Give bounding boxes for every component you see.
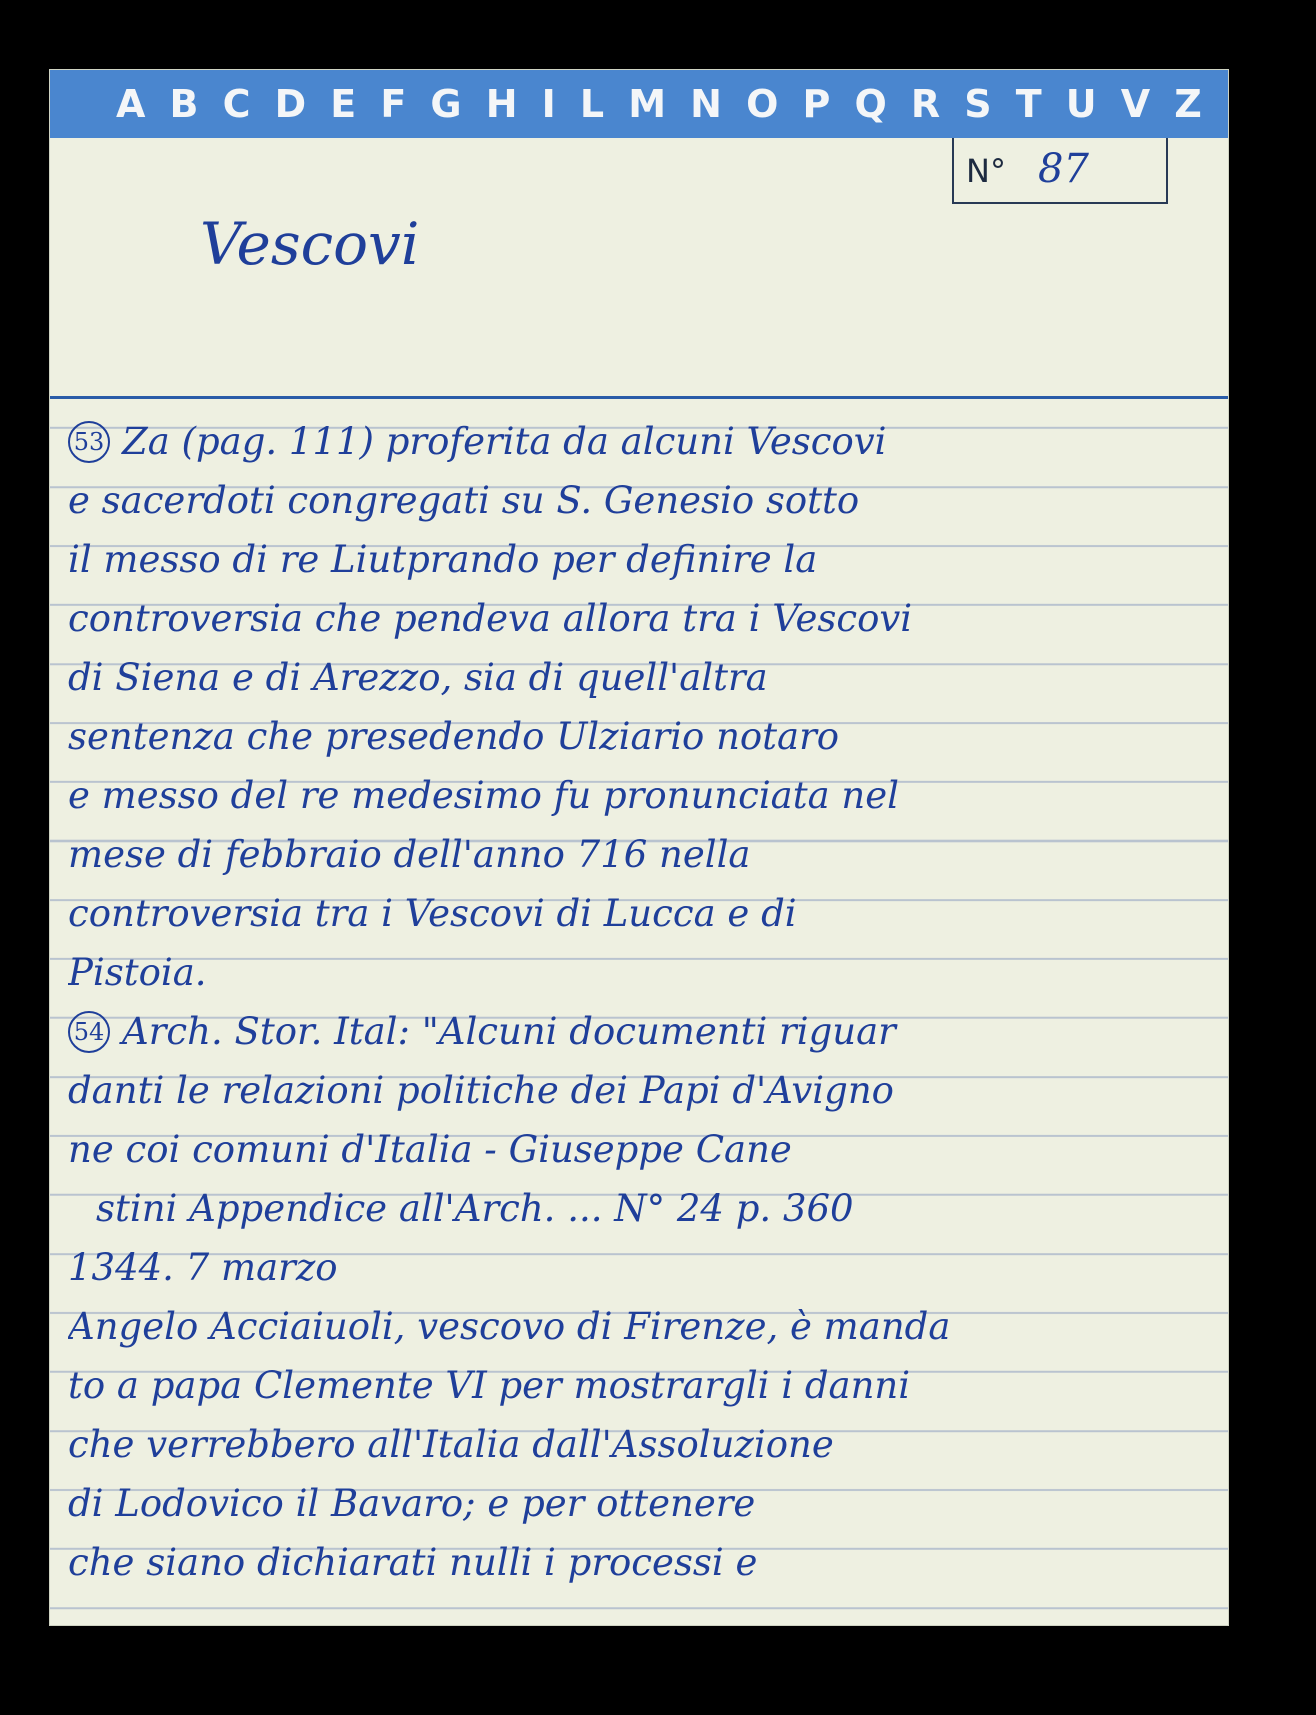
alphabet-bar [50, 70, 1228, 138]
note-line: il messo di re Liutprando per definire la [68, 538, 818, 581]
header-rule [50, 396, 1228, 399]
note-marker: 53 [68, 421, 110, 463]
note-line: to a papa Clemente VI per mostrargli i danni [68, 1364, 911, 1407]
note-line: di Lodovico il Bavaro; e per ottenere [68, 1482, 756, 1525]
alphabet-letter-o: O [746, 82, 779, 126]
handwritten-notes [68, 412, 1218, 1592]
note-line: e messo del re medesimo fu pronunciata nel [68, 774, 899, 817]
alphabet-letter-c: C [222, 82, 251, 126]
alphabet-letter-u: U [1065, 82, 1097, 126]
note-line: e sacerdoti congregati su S. Genesio sotto [68, 479, 860, 522]
alphabet-letter-i: I [541, 82, 556, 126]
note-line: mese di febbraio dell'anno 716 nella [68, 833, 751, 876]
number-box [952, 138, 1168, 204]
note-line: stini Appendice all'Arch. ... N° 24 p. 360 [96, 1187, 854, 1230]
note-marker: 54 [68, 1011, 110, 1053]
note-line: Angelo Acciaiuoli, vescovo di Firenze, è manda [68, 1305, 951, 1348]
note-line: controversia che pendeva allora tra i Vescovi [68, 597, 913, 640]
note-line: sentenza che presedendo Ulziario notaro [68, 715, 840, 758]
alphabet-letter-b: B [169, 82, 199, 126]
alphabet-letter-l: L [579, 82, 605, 126]
card-title: Vescovi [200, 210, 420, 278]
alphabet-letters [116, 70, 1202, 138]
alphabet-letter-g: G [430, 82, 462, 126]
number-label: N° [966, 152, 1006, 190]
note-line: che verrebbero all'Italia dall'Assoluzione [68, 1423, 834, 1466]
alphabet-letter-f: F [380, 82, 407, 126]
note-line: di Siena e di Arezzo, sia di quell'altra [68, 656, 768, 699]
index-card [50, 70, 1228, 1625]
note-line: Pistoia. [68, 951, 207, 994]
alphabet-letter-m: M [628, 82, 667, 126]
alphabet-letter-p: P [802, 82, 831, 126]
alphabet-letter-t: T [1015, 82, 1042, 126]
alphabet-letter-n: N [690, 82, 722, 126]
alphabet-letter-h: H [485, 82, 518, 126]
alphabet-letter-a: A [116, 82, 146, 126]
note-line: 1344. 7 marzo [68, 1246, 338, 1289]
number-value: 87 [1038, 146, 1089, 192]
alphabet-letter-v: V [1120, 82, 1151, 126]
note-line: ne coi comuni d'Italia - Giuseppe Cane [68, 1128, 792, 1171]
alphabet-letter-s: S [964, 82, 992, 126]
alphabet-letter-q: Q [854, 82, 887, 126]
note-line: danti le relazioni politiche dei Papi d'Avigno [68, 1069, 894, 1112]
note-line: 54 Arch. Stor. Ital: "Alcuni documenti riguar [68, 1002, 1218, 1061]
note-line: che siano dichiarati nulli i processi e [68, 1541, 758, 1584]
alphabet-letter-d: D [274, 82, 307, 126]
alphabet-letter-z: Z [1174, 82, 1202, 126]
alphabet-letter-e: E [330, 82, 357, 126]
note-line: controversia tra i Vescovi di Lucca e di [68, 892, 797, 935]
alphabet-letter-r: R [910, 82, 941, 126]
note-line: 53 Za (pag. 111) proferita da alcuni Vescovi [68, 412, 1218, 471]
